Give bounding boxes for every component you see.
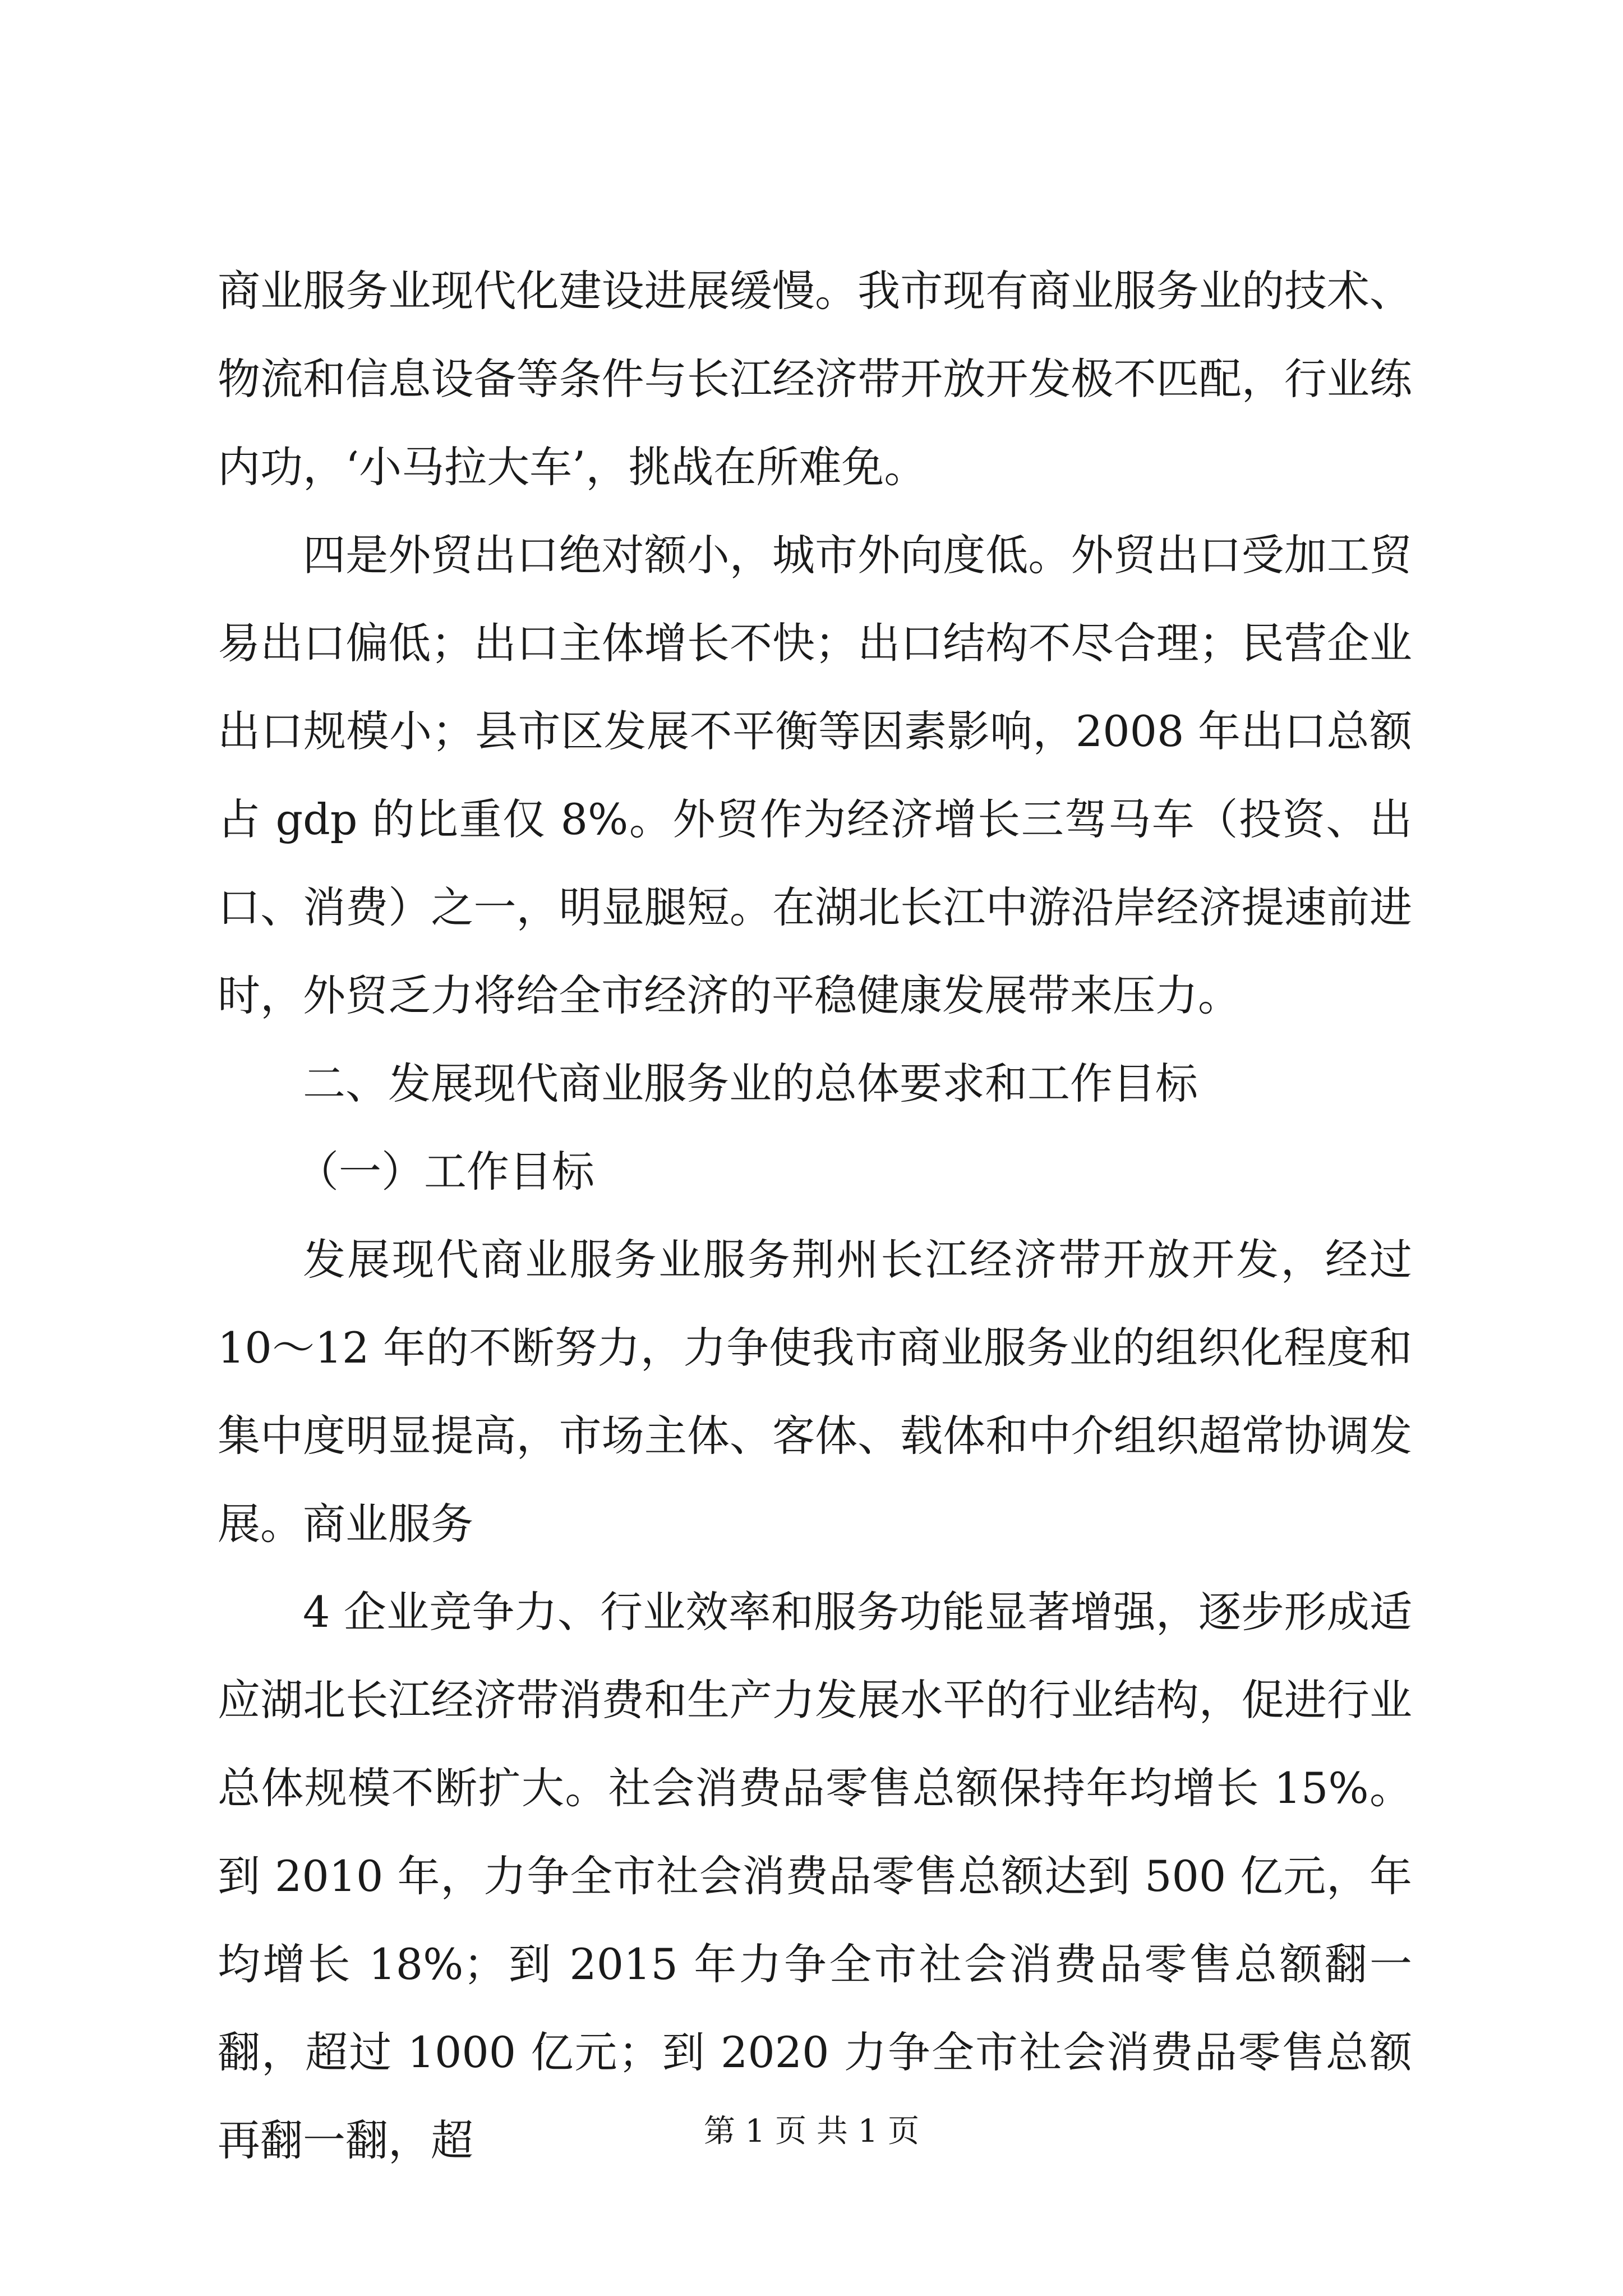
paragraph-1: 商业服务业现代化建设进展缓慢。我市现有商业服务业的技术、物流和信息设备等条件与长江经济带开放开发极不匹配，行业练内功，‘小马拉大车’，挑战在所难免。: [218, 266, 1412, 492]
document-body: [218, 247, 1412, 2184]
paragraph-2: 四是外贸出口绝对额小，城市外向度低。外贸出口受加工贸易出口偏低；出口主体增长不快；出口结构不尽合理；民营企业出口规模小；县市区发展不平衡等因素影响，2008 年出口总额占 gdp 的比重仅 8%。外贸作为经济增长三驾马车（投资、出口、消费）之一，明显腿短。在湖北长江中游沿岸经济提速前进时，外贸乏力将给全市经济的平稳健康发展带来压力。: [218, 530, 1412, 1020]
subsection-heading: （一）工作目标: [296, 1147, 594, 1197]
section-heading: 二、发展现代商业服务业的总体要求和工作目标: [303, 1059, 1198, 1108]
paragraph-3: 发展现代商业服务业服务荆州长江经济带开放开发，经过 10～12 年的不断努力，力争使我市商业服务业的组织化程度和集中度明显提高，市场主体、客体、载体和中介组织超常协调发展。商业服务: [218, 1235, 1412, 1549]
paragraph-4: 4 企业竞争力、行业效率和服务功能显著增强，逐步形成适应湖北长江经济带消费和生产力发展水平的行业结构，促进行业总体规模不断扩大。社会消费品零售总额保持年均增长 15%。到 2010 年，力争全市社会消费品零售总额达到 500 亿元，年均增长 18%；到 2015 年力争全市社会消费品零售总额翻一翻，超过 1000 亿元；到 2020 力争全市社会消费品零售总额再翻一翻，超: [218, 1587, 1412, 2165]
page-footer: 第 1 页 共 1 页: [703, 2113, 920, 2150]
